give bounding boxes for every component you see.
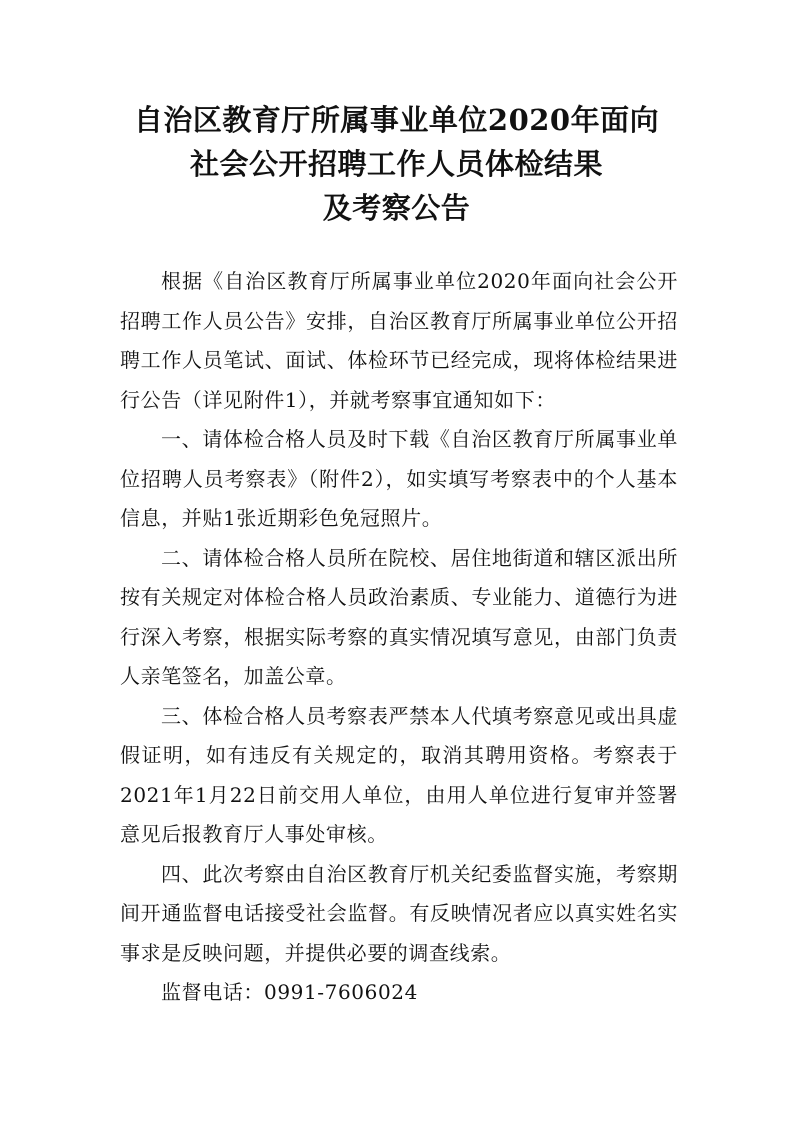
document-title <box>0 98 793 230</box>
item-3-paragraph: 三、体检合格人员考察表严禁本人代填考察意见或出具虚假证明，如有违反有关规定的，取消其聘用资格。考察表于2021年1月22日前交用人单位，由用人单位进行复审并签署意见后报教育厅人事处审核。 <box>120 703 678 846</box>
title-line-3: 及考察公告 <box>322 191 471 225</box>
intro-paragraph: 根据《自治区教育厅所属事业单位2020年面向社会公开招聘工作人员公告》安排，自治区教育厅所属事业单位公开招聘工作人员笔试、面试、体检环节已经完成，现将体检结果进行公告（详见附件1），并就考察事宜通知如下： <box>120 269 678 412</box>
item-4-paragraph: 四、此次考察由自治区教育厅机关纪委监督实施，考察期间开通监督电话接受社会监督。有反映情况者应以真实姓名实事求是反映问题，并提供必要的调查线索。 <box>120 861 678 965</box>
item-1-paragraph: 一、请体检合格人员及时下载《自治区教育厅所属事业单位招聘人员考察表》（附件2），如实填写考察表中的个人基本信息，并贴1张近期彩色免冠照片。 <box>120 427 678 530</box>
title-line-2: 社会公开招聘工作人员体检结果 <box>189 147 603 181</box>
document-body <box>120 262 678 1013</box>
item-2-paragraph: 二、请体检合格人员所在院校、居住地街道和辖区派出所按有关规定对体检合格人员政治素质、专业能力、道德行为进行深入考察，根据实际考察的真实情况填写意见，由部门负责人亲笔签名，加盖公章。 <box>120 545 678 688</box>
title-line-1: 自治区教育厅所属事业单位2020年面向 <box>133 103 660 137</box>
supervision-hotline: 监督电话：0991-7606024 <box>161 980 418 1004</box>
